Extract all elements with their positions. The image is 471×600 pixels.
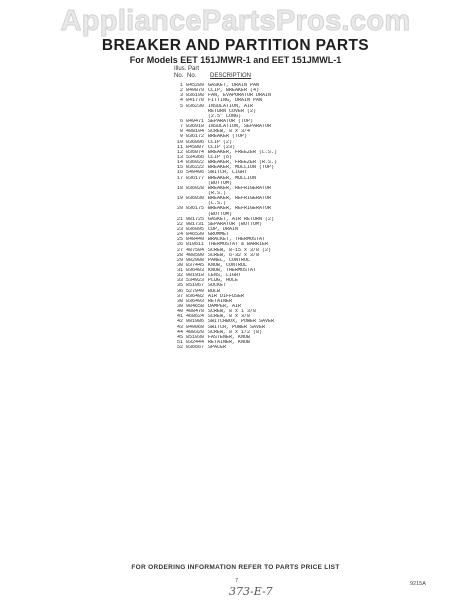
part-number: 836022 — [186, 160, 205, 166]
models-subtitle: For Models EET 151JMWR-1 and EET 151JMWL-1 — [129, 55, 342, 65]
part-description: FITTING, DRAIN PAN — [208, 98, 263, 104]
illus-number: 52 — [176, 345, 183, 351]
illus-number: 43 — [176, 324, 183, 330]
part-number: 832444 — [186, 340, 205, 346]
illus-number: 42 — [176, 319, 183, 325]
part-description: FAN, EVAPORATOR DRAIN — [208, 93, 272, 99]
part-description: BRACKET, THERMOSTAT — [208, 237, 266, 243]
part-description: SEPARATOR (BOTTOM) — [208, 221, 263, 227]
part-description: LENS, LIGHT — [208, 273, 242, 279]
part-description: SWITCH, POWER SAVER — [208, 324, 266, 330]
part-number: 488478 — [186, 309, 205, 315]
part-number: 836482 — [186, 293, 205, 299]
part-number: 836230 — [186, 103, 205, 109]
part-description: GASKET, DRAIN PAN — [208, 83, 260, 88]
illus-number: 17 — [176, 175, 183, 181]
part-number: 836198 — [186, 93, 205, 99]
illus-number: 28 — [176, 252, 183, 258]
part-description: BULB — [208, 288, 221, 294]
part-description: BREAKER, FREEZER (L.S.) — [208, 149, 278, 155]
part-description: THERMOSTAT & BARRIER — [208, 242, 269, 248]
part-number: 488194 — [186, 129, 205, 135]
part-number: 836074 — [186, 149, 205, 155]
part-number: 836175 — [186, 206, 205, 212]
part-description: SCREW, 8 x 1/2 (8) — [208, 329, 263, 335]
illus-number: 41 — [176, 314, 183, 320]
illus-number: 7 — [179, 124, 183, 130]
ordering-footer: FOR ORDERING INFORMATION REFER TO PARTS PRICE LIST — [131, 564, 340, 571]
part-description: AIR DIFFUSER — [208, 293, 245, 299]
part-description: SPACER — [208, 345, 227, 351]
part-number: 468624 — [186, 314, 205, 320]
part-description: PANEL, CONTROL — [208, 257, 251, 263]
illus-number: 26 — [176, 242, 183, 248]
illus-number: 12 — [176, 149, 183, 155]
illus-number: 20 — [176, 206, 183, 212]
part-number: 836918 — [186, 124, 205, 130]
part-description: SCREW, 6-32 x 3/8 — [208, 252, 260, 258]
part-number: 836493 — [186, 298, 205, 304]
parts-list — [172, 83, 372, 350]
illus-number: 3 — [179, 93, 183, 99]
part-number: 810611 — [186, 242, 205, 248]
illus-number: 10 — [176, 139, 183, 145]
part-description: (BOTTOM) — [208, 211, 233, 217]
part-number: 836030 — [186, 196, 205, 202]
part-description: FASTENER, KNOB — [208, 334, 251, 340]
part-description: (R.S.) — [208, 190, 227, 196]
part-description: SWITCH, LIGHT — [208, 170, 248, 176]
illus-number: 19 — [176, 196, 183, 202]
part-number: 488500 — [186, 252, 205, 258]
part-description: BREAKER, MULLION (TOP) — [208, 165, 275, 171]
part-number: 549496 — [186, 170, 205, 176]
header-description: DESCRIPTION — [210, 73, 252, 79]
part-description: CLIP, BREAKER (4) — [208, 88, 260, 94]
part-number: 836177 — [186, 175, 205, 181]
part-description: RETURN COVER (2) — [208, 108, 257, 114]
part-number: 849879 — [186, 88, 205, 94]
part-number: 845289 — [186, 83, 205, 88]
part-description: GASKET, AIR RETURN (2) — [208, 216, 275, 222]
part-description: PLUG, HOLE — [208, 278, 239, 284]
part-number: 848449 — [186, 237, 205, 243]
part-description: CLIP (6) — [208, 154, 233, 160]
part-description: BREAKER, REFRIGERATOR — [208, 196, 272, 202]
part-description: RETAINER, KNOB — [208, 340, 251, 346]
illus-number: 9 — [179, 134, 183, 140]
column-headers — [174, 73, 374, 79]
part-number: 836028 — [186, 185, 205, 191]
part-description: BREAKER, FREEZER (R.S.) — [208, 160, 278, 166]
part-number: 984658 — [186, 304, 205, 310]
part-number: 836172 — [186, 134, 205, 140]
part-number: 851030 — [186, 334, 205, 340]
illus-number: 24 — [176, 232, 183, 238]
part-description: RETAINER — [208, 298, 233, 304]
illus-number: 1 — [179, 83, 183, 88]
part-number: 837445 — [186, 262, 205, 268]
illus-number: 23 — [176, 226, 183, 232]
part-description: (BOTTOM) — [208, 180, 233, 186]
header-illus-no: No. — [174, 73, 184, 79]
part-description: SEPARATOR (TOP) — [208, 118, 254, 124]
illus-number: 36 — [176, 288, 183, 294]
illus-number: 39 — [176, 304, 183, 310]
part-number: 846539 — [186, 232, 205, 238]
part-description: SWITCHBOX, POWER SAVER — [208, 319, 275, 325]
part-number: 981986 — [186, 319, 205, 325]
illus-number: 40 — [176, 309, 183, 315]
illus-number: 44 — [176, 329, 183, 335]
illus-number: 4 — [179, 98, 183, 104]
illus-number: 31 — [176, 268, 183, 274]
part-number: 849471 — [186, 118, 205, 124]
part-number: 841770 — [186, 98, 205, 104]
part-description: KNOB, THERMOSTAT — [208, 268, 257, 274]
illus-number: 8 — [179, 129, 183, 135]
part-number: 534923 — [186, 278, 205, 284]
part-description: (2.5" LONG) — [208, 113, 242, 119]
part-description: KNOB, CONTROL — [208, 262, 248, 268]
part-number: 836483 — [186, 268, 205, 274]
illus-number: 35 — [176, 283, 183, 289]
illus-number: 5 — [179, 103, 183, 109]
part-number: 534366 — [186, 154, 205, 160]
part-description: GROMMET — [208, 232, 230, 238]
part-description: SCREW, 8 x 3/8 — [208, 314, 251, 320]
part-number: 851067 — [186, 283, 205, 289]
illus-number: 27 — [176, 247, 183, 253]
part-number: 981910 — [186, 273, 205, 279]
part-number: 981731 — [186, 221, 205, 227]
part-description: BREAKER, REFRIGERATOR — [208, 185, 272, 191]
part-description: SCREW, 8-15 x 3/8 (2) — [208, 247, 272, 253]
illus-number: 18 — [176, 185, 183, 191]
part-number: 836667 — [186, 345, 205, 351]
handwritten-note: 373-E-7 — [229, 585, 273, 598]
illus-number: 14 — [176, 160, 183, 166]
illus-number: 6 — [179, 118, 183, 124]
part-description: CUP, DRAIN — [208, 226, 239, 232]
part-description: BREAKER (TOP) — [208, 134, 248, 140]
watermark: AppliancePartsPros.com — [60, 5, 411, 37]
part-number: 836096 — [186, 139, 205, 145]
illus-number: 21 — [176, 216, 183, 222]
illus-number: 2 — [179, 88, 183, 94]
part-description: CLIP (2) — [208, 139, 233, 145]
document-code: 9215A — [410, 581, 426, 587]
illus-number: 38 — [176, 298, 183, 304]
illus-number: 33 — [176, 278, 183, 284]
illus-number: 25 — [176, 237, 183, 243]
page-title: BREAKER AND PARTITION PARTS — [101, 37, 370, 54]
illus-number: 15 — [176, 165, 183, 171]
part-number: 527949 — [186, 288, 205, 294]
header-part-no: No. — [187, 73, 197, 79]
illus-number: 51 — [176, 340, 183, 346]
part-number: 487584 — [186, 247, 205, 253]
illus-part-header: Illus. Part — [174, 66, 200, 72]
part-description: INSULATION, AIR — [208, 103, 254, 109]
part-description: BREAKER, MULLION — [208, 175, 257, 181]
part-description: CLIP (23) — [208, 144, 236, 150]
parts-row — [172, 345, 372, 350]
illus-number: 30 — [176, 262, 183, 268]
part-number: 845807 — [186, 144, 205, 150]
part-description: BREAKER, REFRIGERATOR — [208, 206, 272, 212]
illus-number: 16 — [176, 170, 183, 176]
part-description: DAMPER, AIR — [208, 304, 242, 310]
part-number: 836095 — [186, 226, 205, 232]
part-description: SCREW, 8 x 1 3/8 — [208, 309, 257, 315]
part-number: 488320 — [186, 329, 205, 335]
part-description: INSULATION, SEPARATOR — [208, 124, 272, 130]
illus-number: 45 — [176, 334, 183, 340]
part-description: SOCKET — [208, 283, 227, 289]
illus-number: 37 — [176, 293, 183, 299]
illus-number: 29 — [176, 257, 183, 263]
part-number: 836222 — [186, 165, 205, 171]
illus-number: 22 — [176, 221, 183, 227]
part-number: 982908 — [186, 257, 205, 263]
part-description: SCREW, 8 x 3/4 — [208, 129, 251, 135]
page-number: 7 — [235, 578, 239, 584]
illus-number: 32 — [176, 273, 183, 279]
part-description: (L.S.) — [208, 201, 227, 207]
illus-number: 13 — [176, 154, 183, 160]
illus-number: 11 — [176, 144, 183, 150]
part-number: 981725 — [186, 216, 205, 222]
part-number: 849069 — [186, 324, 205, 330]
